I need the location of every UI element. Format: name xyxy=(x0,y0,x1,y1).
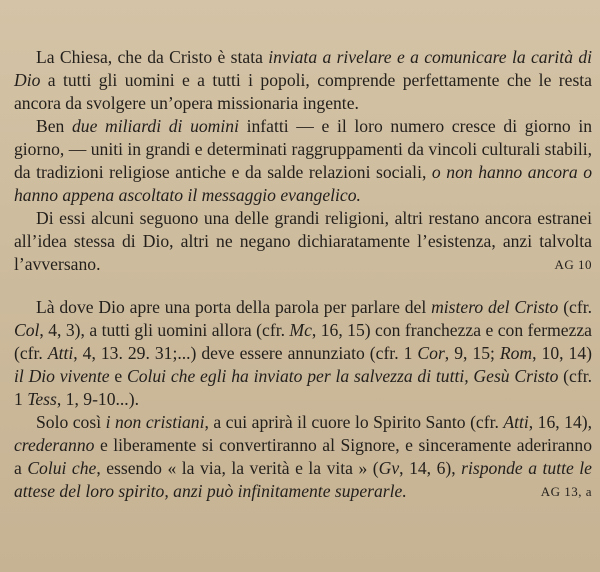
text-run: , 16, 15) con franchezza e con fermezza (cfr. xyxy=(14,320,592,363)
paragraph xyxy=(14,411,592,503)
text-run: , 4, 13. 29. 31;...) deve essere annunziato (cfr. 1 xyxy=(73,343,418,363)
text-run: , 10, 14) xyxy=(532,343,592,363)
text-run: La Chiesa, che da Cristo è stata xyxy=(36,47,269,67)
text-run: Di essi alcuni seguono una delle grandi religioni, altri restano ancora estranei all’idea stessa di Dio, altri ne negano dichiaratamente l’esistenza, anzi talvolta l’avversano. xyxy=(14,208,592,274)
italic-text: Gv xyxy=(378,458,400,478)
reference-label: AG 10 xyxy=(554,257,592,272)
text-run: , 4, 3), a tutti gli uomini allora (cfr. xyxy=(39,320,290,340)
text-run: e liberamente si convertiranno al Signore, e sinceramente aderiranno a xyxy=(14,435,592,478)
text-run: (cfr. xyxy=(558,297,593,317)
italic-text: inviata a rivelare e a comunicare la carità di Dio xyxy=(14,47,593,90)
text-run: Solo così xyxy=(36,412,106,432)
italic-text: Cor xyxy=(417,343,445,363)
text-run: e xyxy=(109,366,127,386)
italic-text: Colui che egli ha inviato per la salvezza di tutti, Gesù Cristo xyxy=(126,366,559,386)
section-break xyxy=(14,276,592,296)
italic-text: i non cristiani xyxy=(105,412,205,432)
italic-text: o non hanno ancora o hanno appena ascoltato il messaggio evangelico. xyxy=(14,162,592,205)
italic-text: Colui che xyxy=(27,458,97,478)
paragraph xyxy=(14,115,592,207)
italic-text: crederanno xyxy=(14,435,95,455)
text-run: , essendo « la via, la verità e la vita » ( xyxy=(96,458,379,478)
text-run: , a cui aprirà il cuore lo Spirito Santo (cfr. xyxy=(204,412,504,432)
text-run: , 1, 9-10...). xyxy=(56,389,139,409)
italic-text: Col xyxy=(14,320,40,340)
reference-label: AG 13, a xyxy=(540,484,592,499)
text-run: Là dove Dio apre una porta della parola per parlare del xyxy=(36,297,432,317)
italic-text: risponde a tutte le attese del loro spirito, anzi può infinitamente superarle. xyxy=(14,458,592,501)
italic-text: Atti xyxy=(503,412,529,432)
text-run: infatti — e il loro numero cresce di giorno in giorno, — uniti in grandi e determinati raggruppamenti da vincoli culturali stabili, da tradizioni religiose antiche e da salde relazioni sociali, xyxy=(14,116,593,182)
text-run: (cfr. 1 xyxy=(14,366,592,409)
text-run: , 16, 14), xyxy=(528,412,593,432)
italic-text: Tess xyxy=(27,389,57,409)
paragraph xyxy=(14,296,592,411)
italic-text: Rom xyxy=(499,343,533,363)
text-run: , 14, 6), xyxy=(399,458,462,478)
text-run: Ben xyxy=(36,116,72,136)
paragraph xyxy=(14,207,592,276)
text-run: a tutti gli uomini e a tutti i popoli, comprende perfettamente che le resta ancora da svolgere un’opera missionaria ingente. xyxy=(14,70,592,113)
paragraph xyxy=(14,46,592,115)
italic-text: due miliardi di uomini xyxy=(72,116,239,136)
text-run: , 9, 15; xyxy=(444,343,500,363)
page-text xyxy=(14,46,592,503)
italic-text: Atti xyxy=(47,343,74,363)
italic-text: Mc xyxy=(289,320,312,340)
italic-text: mistero del Cristo xyxy=(431,297,559,317)
italic-text: il Dio vivente xyxy=(14,366,110,386)
